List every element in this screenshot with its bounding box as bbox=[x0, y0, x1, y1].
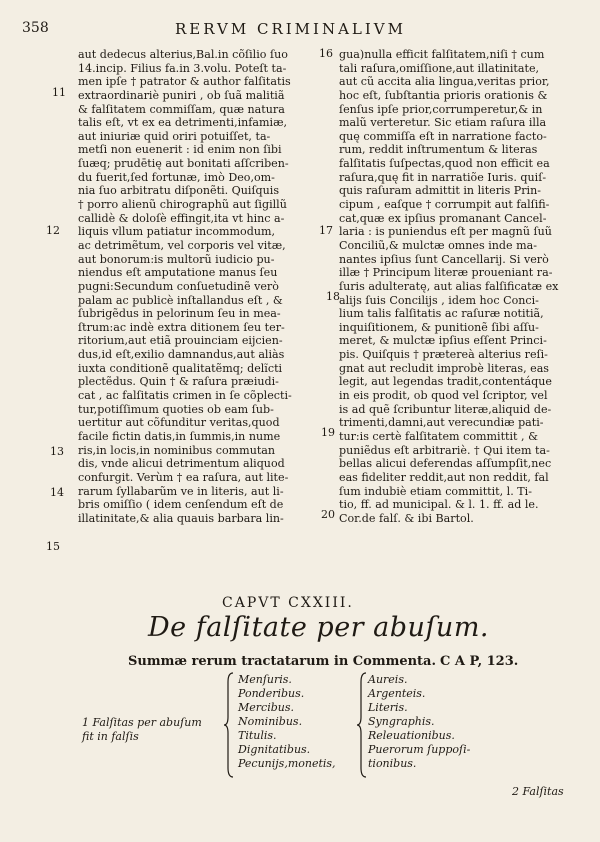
text-line: rarum ſyllabarũm ve in literis, aut li- bbox=[78, 484, 284, 498]
list-item: Aureis. bbox=[368, 673, 408, 686]
text-line: gnat aut recludit improbè literas, eas bbox=[339, 361, 549, 375]
list-item: Nominibus. bbox=[238, 715, 303, 728]
text-line: eas fideliter reddit,aut non reddit, fal bbox=[339, 470, 549, 484]
text-line: is ad quẽ ſcribuntur literæ,aliquid de- bbox=[339, 402, 552, 416]
text-line: aut cũ accita alia lingua,veritas prior, bbox=[339, 75, 550, 89]
margin-note-number: 14 bbox=[50, 486, 64, 499]
list-item: Releuationibus. bbox=[368, 729, 455, 742]
list-item: Dignitatibus. bbox=[238, 743, 311, 756]
text-line: tur,potiſſimum quoties ob eam ſub- bbox=[78, 402, 274, 416]
summary-label: 1 Falſitas per abuſum fit in falſis bbox=[82, 716, 202, 743]
text-line: puniẽdus eſt arbitrariè. † Qui item ta- bbox=[339, 443, 550, 457]
text-line: plectẽdus. Quin † & raſura præiudi- bbox=[78, 375, 279, 389]
text-line: raſura,quę fit in narratiõe Iuris. quiſ- bbox=[339, 170, 547, 184]
text-line: alijs ſuis Concilijs , idem hoc Conci- bbox=[339, 293, 539, 307]
margin-note-number: 20 bbox=[321, 508, 335, 521]
text-line: 14.incip. Filius fa.in 3.volu. Poteſt ta- bbox=[78, 61, 287, 75]
text-line: confurgit. Verùm † ea raſura, aut lite- bbox=[78, 470, 289, 484]
text-line: gua)nulla efficit falſitatem,niſi † cum bbox=[339, 48, 545, 61]
text-line: tur:is certè falſitatem committit , & bbox=[339, 429, 538, 443]
text-line: illæ † Principum literæ proueniant ra- bbox=[339, 266, 553, 280]
margin-note-number: 19 bbox=[321, 426, 335, 439]
catchword: 2 Falſitas bbox=[512, 785, 564, 798]
text-line: uertitur aut cõfunditur veritas,quod bbox=[78, 416, 280, 430]
list-item: Syngraphis. bbox=[368, 715, 435, 728]
text-line: iuxta conditionẽ qualitatẽmq; delĩcti bbox=[78, 361, 283, 375]
text-line: † porro alienũ chirographũ aut ſigillũ bbox=[78, 198, 287, 212]
text-line: cat , ac falſitatis crimen in ſe cõplecti- bbox=[78, 389, 292, 403]
text-line: laria : is puniendus eſt per magnũ ſuũ bbox=[339, 225, 552, 239]
text-line: extraordinariè puniri , ob ſuã malitiã bbox=[78, 88, 285, 102]
list-item: Ponderibus. bbox=[238, 687, 305, 700]
list-item: Titulis. bbox=[238, 729, 277, 742]
summary-heading: Summæ rerum tractatarum in Commenta. bbox=[128, 654, 437, 669]
text-line: ſenſus ipſe prior,corrumperetur,& in bbox=[339, 102, 543, 116]
list-item: Menſuris. bbox=[238, 673, 292, 686]
brace-icon bbox=[357, 672, 367, 778]
text-line: legit, aut legendas tradit,contentáque bbox=[339, 375, 552, 389]
text-line: aut iniuriæ quid oriri potuiſſet, ta- bbox=[78, 129, 271, 143]
text-line: trimenti,damni,aut verecundiæ pati- bbox=[339, 416, 544, 430]
text-line: Conciliũ,& mulctæ omnes inde ma- bbox=[339, 238, 537, 252]
text-line: tio, ff. ad municipal. & l. 1. ff. ad le. bbox=[339, 498, 539, 512]
margin-note-number: 16 bbox=[319, 47, 333, 60]
margin-note-number: 11 bbox=[52, 86, 66, 99]
text-line: falſitatis ſuſpectas,quod non efficit ea bbox=[339, 157, 550, 171]
text-line: aut bonorum:is multorũ iudicio pu- bbox=[78, 252, 275, 266]
text-line: bris omiſſio ( idem cenſendum eſt de bbox=[78, 498, 284, 512]
text-line: meret, & mulctæ ipſius eſſent Princi- bbox=[339, 334, 547, 348]
chapter-title: De falſitate per abuſum. bbox=[148, 612, 490, 643]
margin-note-number: 13 bbox=[50, 445, 64, 458]
list-item: Argenteis. bbox=[368, 687, 426, 700]
text-line: lium talis falſitatis ac raſuræ notitiã, bbox=[339, 307, 544, 321]
text-line: ritorium,aut etiã prouinciam eijcien- bbox=[78, 334, 283, 348]
text-line: in eis prodit, ob quod vel ſcriptor, vel bbox=[339, 389, 548, 403]
text-line: cipum , eaſque † corrumpit aut falſifi- bbox=[339, 198, 550, 212]
text-line: Cor.de falſ. & ibi Bartol. bbox=[339, 511, 474, 525]
text-line: hoc eſt, ſubſtantia prioris orationis & bbox=[339, 88, 548, 102]
text-line: aut dedecus alterius,Bal.in cõſilio ſuo bbox=[78, 48, 288, 61]
text-line: palam ac publicè inſtallandus eſt , & bbox=[78, 293, 283, 307]
text-line: ſum indubiè etiam committit, l. Ti- bbox=[339, 484, 532, 498]
list-item: Puerorum ſuppoſi- bbox=[368, 743, 471, 756]
text-line: tali raſura,omiſſione,aut illatinitate, bbox=[339, 61, 540, 75]
text-line: ris,in locis,in nominibus commutan bbox=[78, 443, 276, 457]
text-line: pis. Quiſquis † prætereà alterius reſi- bbox=[339, 348, 548, 362]
text-line: malũ verteretur. Sic etiam raſura illa bbox=[339, 116, 547, 130]
list-item: Literis. bbox=[368, 701, 408, 714]
text-line: quis raſuram admittit in literis Prin- bbox=[339, 184, 541, 198]
list-item: tionibus. bbox=[368, 757, 417, 770]
text-line: talis eſt, vt ex ea detrimenti,infamiæ, bbox=[78, 116, 288, 130]
text-line: ſtrum:ac indè extra ditionem ſeu ter- bbox=[78, 320, 285, 334]
summary-list-1 bbox=[238, 673, 336, 771]
text-line: dis, vnde alicui detrimentum aliquod bbox=[78, 457, 285, 471]
brace-icon bbox=[224, 672, 234, 778]
text-line: du fuerit,ſed fortunæ, imò Deo,om- bbox=[78, 170, 275, 184]
margin-note-number: 17 bbox=[319, 224, 333, 237]
text-line: cat,quæ ex ipſius promanant Cancel- bbox=[339, 211, 547, 225]
chapter-heading: CAPVT CXXIII. bbox=[222, 595, 354, 611]
chapter-number: C A P, 123. bbox=[440, 654, 519, 669]
text-line: illatinitate,& alia quauis barbara lin- bbox=[78, 511, 284, 525]
text-line: men ipſe † patrator & author falſitatis bbox=[78, 75, 291, 89]
text-line: dus,id eſt,exilio damnandus,aut aliàs bbox=[78, 348, 285, 362]
text-line: callidè & doloſè effingit,ita vt hinc a- bbox=[78, 211, 285, 225]
text-line: quę commiſſa eſt in narratione facto- bbox=[339, 129, 547, 143]
list-item: Pecunijs,monetis, bbox=[238, 757, 336, 770]
text-line: pugni:Secundum conſuetudinẽ verò bbox=[78, 279, 279, 293]
margin-note-number: 15 bbox=[46, 540, 60, 553]
text-line: bellas alicui deferendas aſſumpſit,nec bbox=[339, 457, 552, 471]
left-column bbox=[78, 48, 328, 525]
text-line: ſuæq; prudētię aut bonitati aſſcriben- bbox=[78, 157, 289, 171]
right-column bbox=[339, 48, 574, 525]
summary-list-2 bbox=[368, 673, 470, 771]
text-line: liquis vllum patiatur incommodum, bbox=[78, 225, 276, 239]
text-line: ſuris adulteratę, aut alias falſificatæ ex bbox=[339, 279, 559, 293]
text-line: ac detrimẽtum, vel corporis vel vitæ, bbox=[78, 238, 286, 252]
text-line: inquiſitionem, & punitionẽ ſibi aſſu- bbox=[339, 320, 539, 334]
text-line: niendus eſt amputatione manus ſeu bbox=[78, 266, 278, 280]
text-line: nantes ipſius ſunt Cancellarij. Si verò bbox=[339, 252, 549, 266]
text-line: & falſitatem commiſſam, quæ natura bbox=[78, 102, 285, 116]
running-title: RERVM CRIMINALIVM bbox=[175, 20, 406, 38]
margin-note-number: 18 bbox=[326, 290, 340, 303]
text-line: rum, reddit inſtrumentum & literas bbox=[339, 143, 538, 157]
page-number: 358 bbox=[22, 20, 49, 36]
text-line: ſubrigẽdus in pelorinum ſeu in mea- bbox=[78, 307, 281, 321]
text-line: facile fictin datis,in ſummis,in nume bbox=[78, 429, 281, 443]
margin-note-number: 12 bbox=[46, 224, 60, 237]
list-item: Mercibus. bbox=[238, 701, 294, 714]
text-line: nia ſuo arbitratu diſponẽti. Quiſquis bbox=[78, 184, 280, 198]
text-line: metſi non euenerit : id enim non ſibi bbox=[78, 143, 282, 157]
